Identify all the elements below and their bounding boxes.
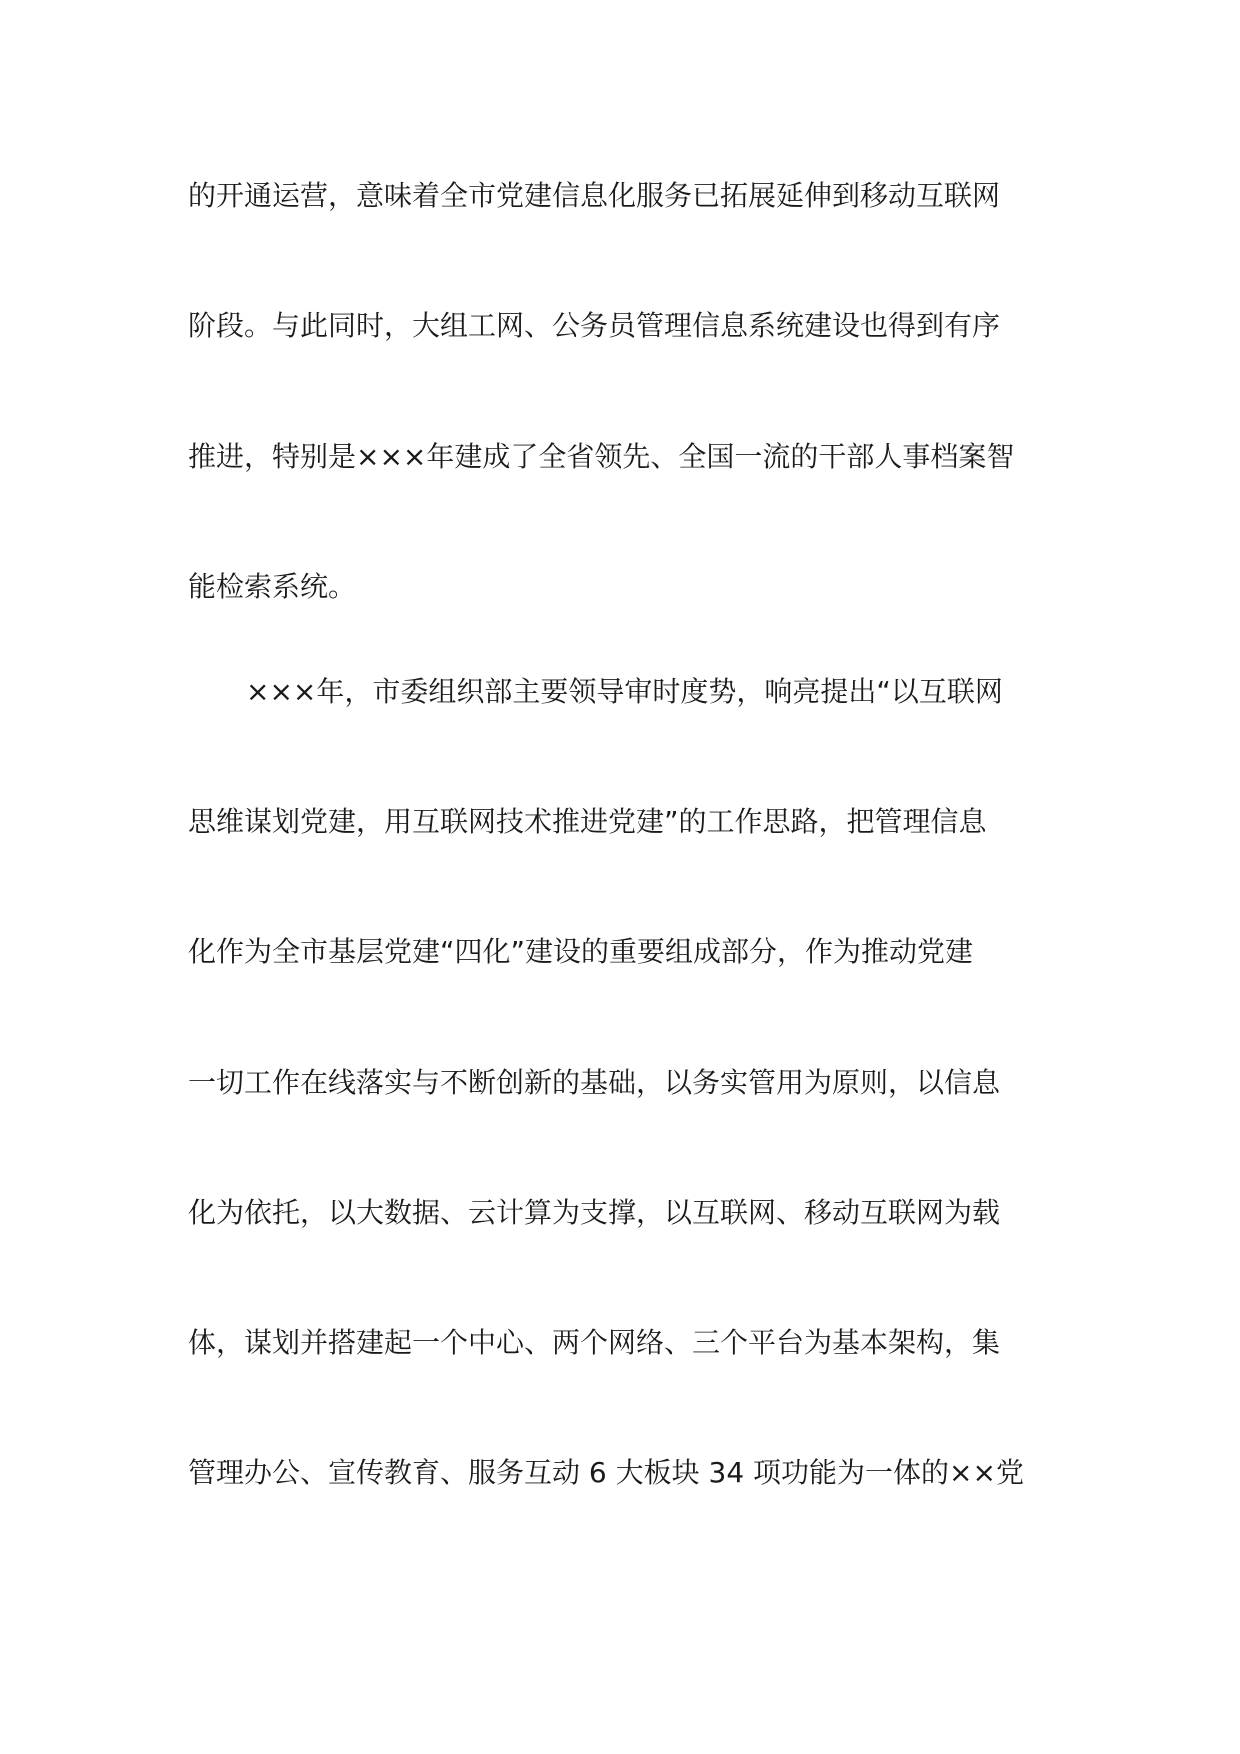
paragraph-2-line-5: 化为依托，以大数据、云计算为支撑，以互联网、移动互联网为载: [188, 1196, 1001, 1229]
paragraph-2-line-1: ×××年，市委组织部主要领导审时度势，响亮提出“以互联网: [246, 675, 1003, 708]
paragraph-1-line-4: 能检索系统。: [188, 570, 357, 603]
paragraph-1-line-1: 的开通运营，意味着全市党建信息化服务已拓展延伸到移动互联网: [188, 179, 1001, 212]
paragraph-1-line-3: 推进，特别是×××年建成了全省领先、全国一流的干部人事档案智: [188, 440, 1015, 473]
paragraph-1-line-2: 阶段。与此同时，大组工网、公务员管理信息系统建设也得到有序: [188, 309, 1001, 342]
paragraph-2-line-7: 管理办公、宣传教育、服务互动 6 大板块 34 项功能为一体的××党: [188, 1456, 1024, 1489]
paragraph-2-line-4: 一切工作在线落实与不断创新的基础，以务实管用为原则，以信息: [188, 1066, 1001, 1099]
paragraph-2-line-6: 体，谋划并搭建起一个中心、两个网络、三个平台为基本架构，集: [188, 1326, 1001, 1359]
paragraph-2-line-3: 化作为全市基层党建“四化”建设的重要组成部分，作为推动党建: [188, 935, 974, 968]
paragraph-2-line-2: 思维谋划党建，用互联网技术推进党建”的工作思路，把管理信息: [188, 805, 987, 838]
